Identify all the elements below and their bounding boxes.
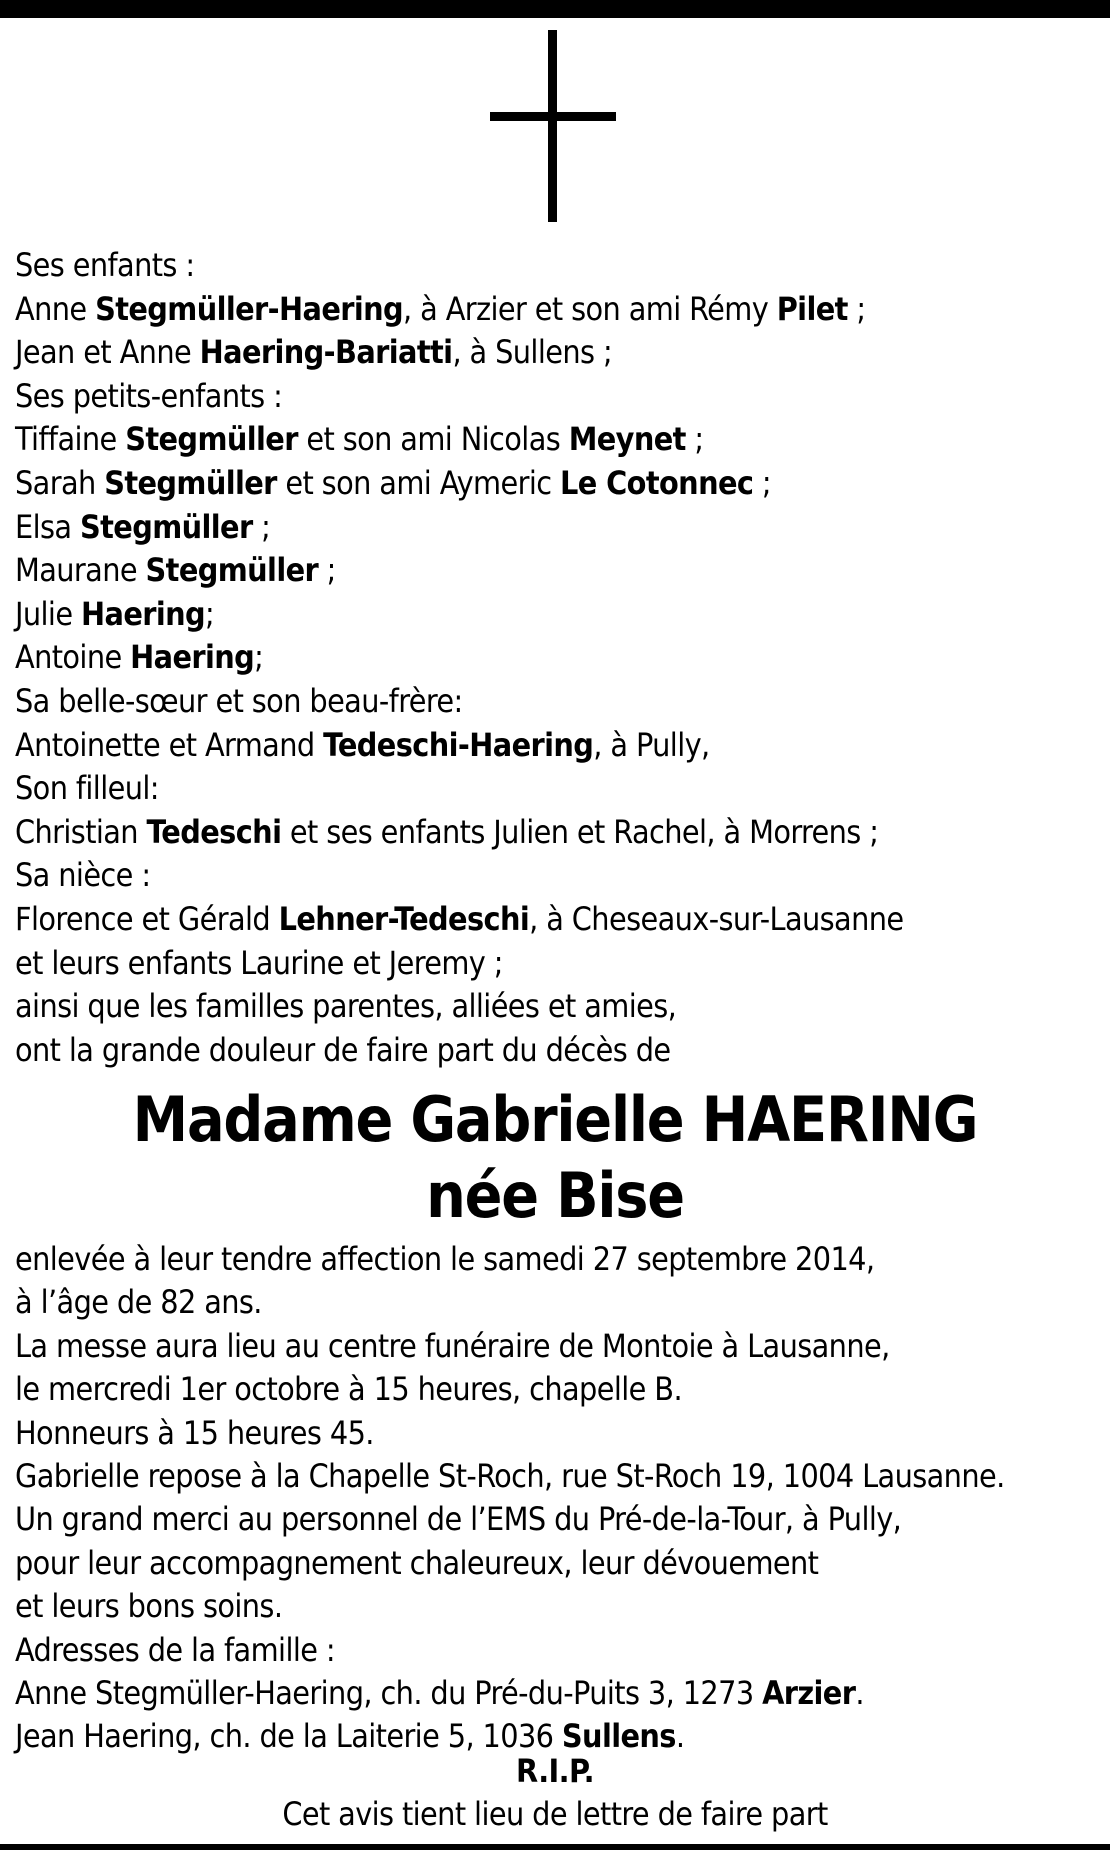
closing-block xyxy=(0,1750,1110,1836)
detail-line: Un grand merci au personnel de l’EMS du Pré-de-la-Tour, à Pully, xyxy=(15,1500,902,1539)
grandchild-line: Maurane Stegmüller ; xyxy=(15,551,336,590)
detail-line: à l’âge de 82 ans. xyxy=(15,1283,262,1322)
top-border xyxy=(0,0,1110,18)
address-line: Jean Haering, ch. de la Laiterie 5, 1036 Sullens. xyxy=(15,1717,685,1756)
detail-line: Gabrielle repose à la Chapelle St-Roch, rue St-Roch 19, 1004 Lausanne. xyxy=(15,1456,1005,1495)
deceased-maiden-name: née Bise xyxy=(426,1159,684,1232)
detail-line: pour leur accompagnement chaleureux, leur dévouement xyxy=(15,1543,819,1582)
cross-vertical-bar xyxy=(548,30,557,222)
godson-line: Christian Tedeschi et ses enfants Julien et Rachel, à Morrens ; xyxy=(15,812,879,851)
grandchild-line: Antoine Haering; xyxy=(15,638,264,677)
cross-horizontal-bar xyxy=(490,112,616,121)
detail-line: La messe aura lieu au centre funéraire de Montoie à Lausanne, xyxy=(15,1326,890,1365)
detail-line: Honneurs à 15 heures 45. xyxy=(15,1413,374,1452)
relatives-line: ainsi que les familles parentes, alliées et amies, xyxy=(15,987,677,1026)
grandchild-line: Elsa Stegmüller ; xyxy=(15,507,271,546)
godson-heading: Son filleul: xyxy=(15,769,159,808)
announcement-line: ont la grande douleur de faire part du décès de xyxy=(15,1030,671,1069)
deceased-name-block xyxy=(0,1082,1110,1234)
detail-line: enlevée à leur tendre affection le samedi 27 septembre 2014, xyxy=(15,1240,875,1278)
children-heading: Ses enfants : xyxy=(15,246,195,284)
detail-line: et leurs bons soins. xyxy=(15,1587,283,1626)
grandchildren-heading: Ses petits-enfants : xyxy=(15,376,283,415)
child-line: Anne Stegmüller-Haering, à Arzier et son ami Rémy Pilet ; xyxy=(15,289,866,328)
rip-text: R.I.P. xyxy=(516,1752,594,1790)
niece-heading: Sa nièce : xyxy=(15,856,151,895)
deceased-name: Madame Gabrielle HAERING xyxy=(132,1083,978,1156)
details-block xyxy=(15,1238,1105,1759)
grandchild-line: Sarah Stegmüller et son ami Aymeric Le Cotonnec ; xyxy=(15,463,772,502)
grandchild-line: Julie Haering; xyxy=(15,594,215,633)
addresses-heading: Adresses de la famille : xyxy=(15,1630,336,1669)
detail-line: le mercredi 1er octobre à 15 heures, chapelle B. xyxy=(15,1370,682,1409)
notice-text: Cet avis tient lieu de lettre de faire part xyxy=(282,1795,828,1833)
address-line: Anne Stegmüller-Haering, ch. du Pré-du-Puits 3, 1273 Arzier. xyxy=(15,1673,864,1712)
grandchild-line: Tiffaine Stegmüller et son ami Nicolas Meynet ; xyxy=(15,420,704,459)
inlaws-line: Antoinette et Armand Tedeschi-Haering, à Pully, xyxy=(15,725,710,764)
child-line: Jean et Anne Haering-Bariatti, à Sullens ; xyxy=(15,333,613,372)
inlaws-heading: Sa belle-sœur et son beau-frère: xyxy=(15,681,463,720)
niece-children-line: et leurs enfants Laurine et Jeremy ; xyxy=(15,943,503,982)
family-list xyxy=(15,244,1105,1072)
niece-line: Florence et Gérald Lehner-Tedeschi, à Cheseaux-sur-Lausanne xyxy=(15,899,904,938)
cross-icon xyxy=(490,30,616,222)
bottom-border xyxy=(0,1844,1110,1850)
